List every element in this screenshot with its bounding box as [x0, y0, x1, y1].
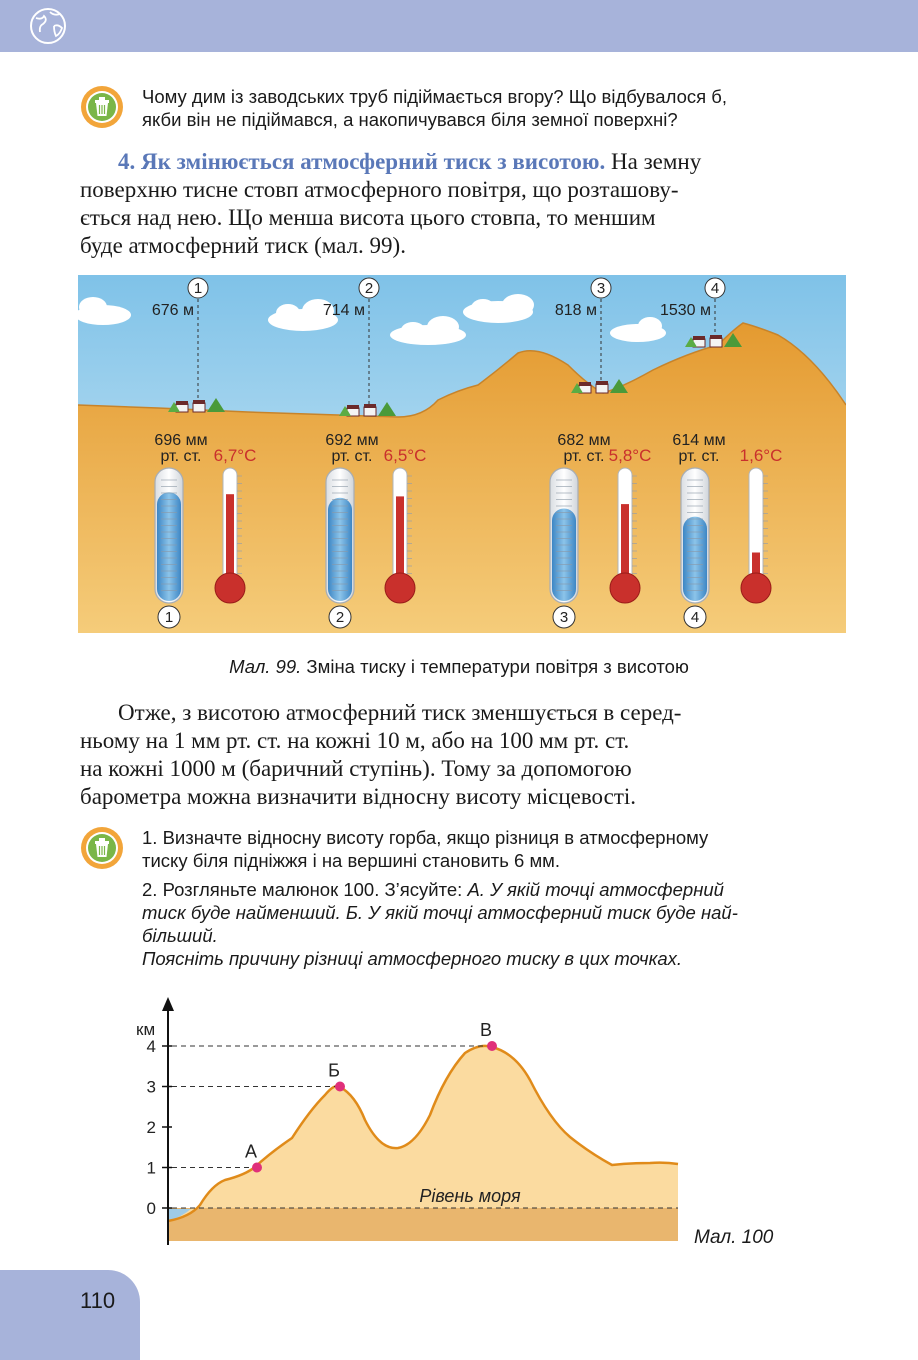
barometer-mercury	[157, 492, 181, 601]
station-height: 818 м	[554, 302, 597, 319]
thermometer-fill	[621, 504, 629, 584]
station-number: 1	[164, 609, 174, 626]
paragraph-line: на кожні 1000 м (баричний ступінь). Тому за допомогою	[80, 756, 632, 781]
question-line: Чому дим із заводських труб підіймається вгору? Що відбувалося б,	[142, 86, 728, 107]
paragraph-line: ється над нею. Що менша висота цього стовпа, то меншим	[80, 205, 656, 230]
y-tick-label: 1	[146, 1158, 156, 1178]
task-line: 1. Визначте відносну висоту горба, якщо різниця в атмосферному	[142, 827, 709, 848]
paragraph-line: буде атмосферний тиск (мал. 99).	[80, 233, 406, 258]
figure-100-profile	[130, 995, 850, 1260]
station-number: 2	[335, 609, 345, 626]
point-marker	[252, 1163, 262, 1173]
station-number: 2	[364, 280, 374, 297]
station-height: 1530 м	[659, 302, 711, 319]
y-axis-unit: км	[136, 1020, 156, 1039]
thermometer-bulb	[385, 573, 415, 603]
station-number: 4	[690, 609, 700, 626]
conclusion-paragraph	[80, 699, 845, 811]
station-height: 714 м	[322, 302, 365, 319]
section-heading: 4. Як змінюється атмосферний тиск з висотою.	[118, 149, 606, 174]
temperature-value: 1,6°C	[739, 446, 783, 465]
thermometer-fill	[226, 494, 234, 584]
y-tick-label: 3	[146, 1077, 156, 1097]
figure-99-illustration	[78, 275, 846, 633]
question-text	[142, 85, 727, 131]
task-italic: А. У якій точці атмосферний	[467, 879, 724, 900]
pressure-unit: рт. ст.	[160, 448, 202, 465]
station-number: 3	[596, 280, 606, 297]
station-number: 1	[193, 280, 203, 297]
page-number-tab	[0, 1270, 140, 1360]
figure-99-caption	[0, 656, 918, 678]
thermometer-bulb	[215, 573, 245, 603]
sea-level-label: Рівень моря	[419, 1186, 521, 1206]
paragraph-line: поверхню тисне стовп атмосферного повітря, що розташову-	[80, 177, 679, 202]
barometer-mercury	[552, 509, 576, 602]
station-number: 3	[559, 609, 569, 626]
caption-text: Зміна тиску і температури повітря з висотою	[301, 656, 689, 677]
y-tick-label: 0	[146, 1199, 156, 1218]
station-height: 676 м	[151, 302, 194, 319]
task-line: 2. Розгляньте малюнок 100. З’ясуйте:	[142, 879, 468, 900]
pressure-value: 682 мм	[557, 432, 611, 449]
y-tick-label: 4	[146, 1037, 156, 1056]
point-label: В	[479, 1020, 493, 1040]
thermometer-fill	[396, 496, 404, 584]
temperature-value: 6,7°C	[213, 446, 257, 465]
page-number: 110	[80, 1288, 116, 1313]
task-line: тиску біля підніжжя і на вершині становить 6 мм.	[142, 850, 561, 871]
temperature-value: 6,5°C	[383, 446, 427, 465]
paragraph-line: барометра можна визначити відносну висоту місцевості.	[80, 784, 637, 809]
point-marker	[487, 1041, 497, 1051]
pressure-value: 614 мм	[672, 432, 726, 449]
section-paragraph	[80, 148, 845, 260]
paragraph-line: На земну	[605, 149, 702, 174]
thermometer-bulb	[741, 573, 771, 603]
top-banner	[0, 0, 918, 52]
station-number: 4	[710, 280, 720, 297]
pressure-value: 696 мм	[154, 432, 208, 449]
thermometer-bulb	[610, 573, 640, 603]
recycle-bin-icon	[80, 85, 124, 129]
task-italic: тиск буде найменший. Б. У якій точці атмосферний тиск буде най-	[142, 902, 738, 923]
recycle-bin-icon	[80, 826, 124, 870]
ground-layer	[168, 1208, 678, 1241]
task-italic: більший.	[142, 925, 218, 946]
pressure-unit: рт. ст.	[563, 448, 605, 465]
y-tick-label: 2	[146, 1118, 156, 1137]
y-axis-arrow	[162, 997, 174, 1011]
caption-label: Мал. 99.	[229, 656, 302, 677]
barometer-mercury	[328, 498, 352, 601]
pressure-unit: рт. ст.	[331, 448, 373, 465]
point-marker	[335, 1082, 345, 1092]
barometer-mercury	[683, 517, 707, 601]
paragraph-line: ньому на 1 мм рт. ст. на кожні 10 м, або на 100 мм рт. ст.	[80, 728, 630, 753]
tasks-block	[142, 826, 847, 970]
point-label: Б	[328, 1060, 340, 1081]
pressure-value: 692 мм	[325, 432, 379, 449]
paragraph-line: Отже, з висотою атмосферний тиск зменшується в серед-	[118, 700, 682, 725]
point-label: А	[244, 1141, 258, 1162]
question-line: якби він не підіймався, а накопичувався біля земної поверхні?	[142, 109, 678, 130]
globe-icon	[28, 6, 68, 46]
task-italic: Поясніть причину різниці атмосферного тиску в цих точках.	[142, 948, 683, 969]
temperature-value: 5,8°C	[608, 446, 652, 465]
pressure-unit: рт. ст.	[678, 448, 720, 465]
figure-100-caption: Мал. 100	[694, 1227, 774, 1248]
